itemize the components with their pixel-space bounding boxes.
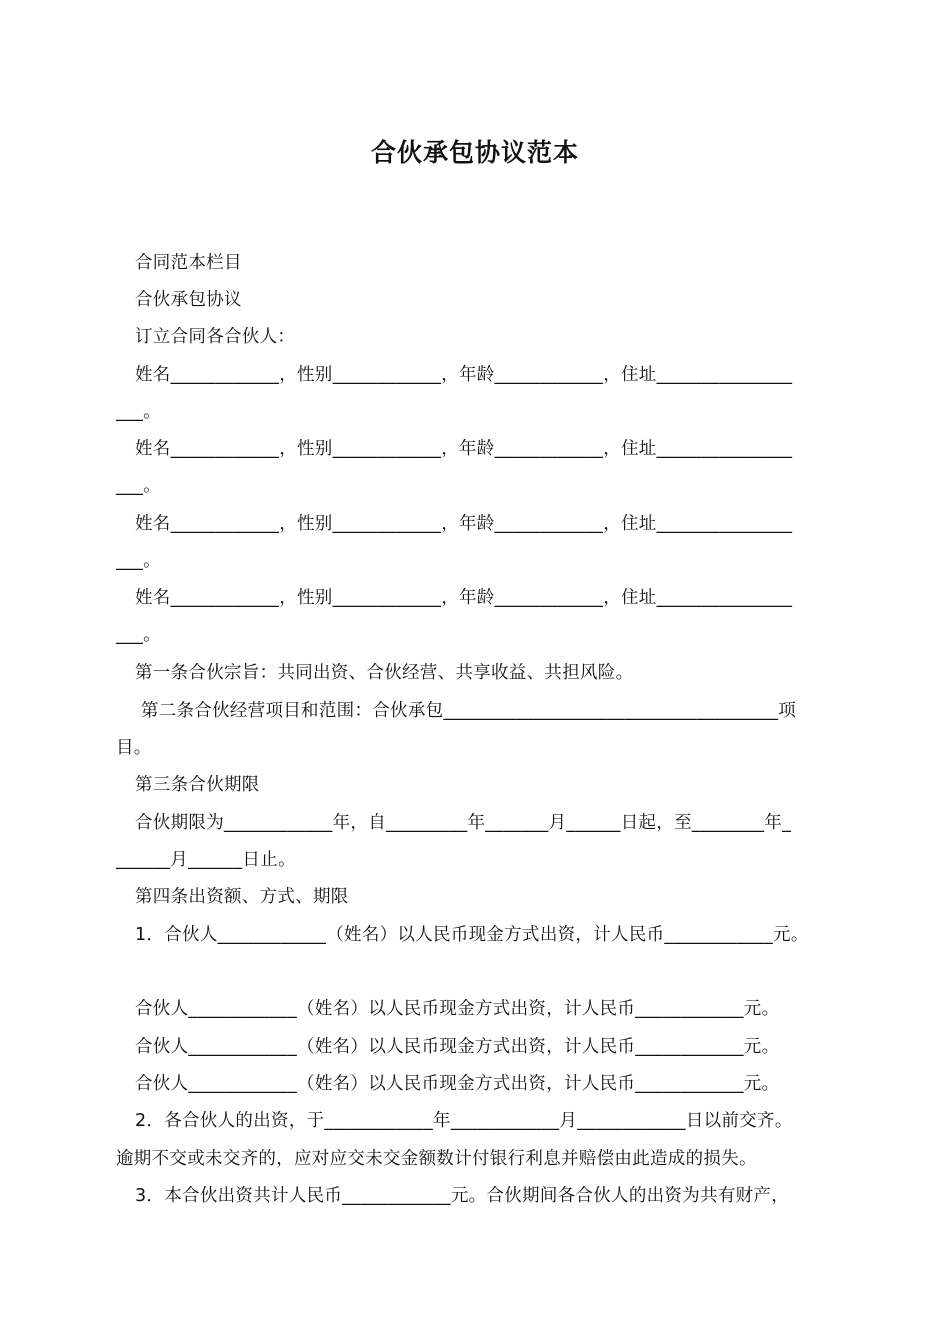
contribution-deadline: 2．各合伙人的出资，于____________年____________月____________日以前交齐。 [135, 1111, 793, 1131]
article-3-term-end: ______月______日止。 [116, 850, 296, 870]
contribution-line: 1．合伙人____________（姓名）以人民币现金方式出资，计人民币____________元。 [135, 925, 809, 945]
article-1: 第一条合伙宗旨：共同出资、合伙经营、共享收益、共担风险。 [135, 663, 634, 683]
partner-info-line-end: ___。 [116, 402, 161, 422]
partner-info-line-end: ___。 [116, 625, 161, 645]
document-title: 合伙承包协议范本 [370, 138, 579, 167]
partner-info-line-end: ___。 [116, 551, 161, 571]
contribution-line: 合伙人____________（姓名）以人民币现金方式出资，计人民币____________元。 [135, 1074, 780, 1094]
section-label: 合同范本栏目 [135, 253, 242, 273]
partner-info-line: 姓名____________，性别____________，年龄____________，住址_______________ [135, 588, 793, 608]
agreement-name: 合伙承包协议 [135, 290, 242, 310]
partner-info-line: 姓名____________，性别____________，年龄____________，住址_______________ [135, 514, 793, 534]
article-3-heading: 第三条合伙期限 [135, 775, 260, 795]
article-2-end: 目。 [116, 738, 152, 758]
contribution-penalty: 逾期不交或未交齐的，应对应交未交金额数计付银行利息并赔偿由此造成的损失。 [116, 1149, 757, 1169]
contribution-line: 合伙人____________（姓名）以人民币现金方式出资，计人民币____________元。 [135, 1037, 780, 1057]
article-4-heading: 第四条出资额、方式、期限 [135, 887, 349, 907]
total-contribution: 3．本合伙出资共计人民币____________元。合伙期间各合伙人的出资为共有财产， [135, 1186, 790, 1206]
contribution-line: 合伙人____________（姓名）以人民币现金方式出资，计人民币____________元。 [135, 999, 780, 1019]
article-3-term: 合伙期限为____________年，自_________年_______月______日起，至________年_ [135, 813, 792, 833]
partner-info-line: 姓名____________，性别____________，年龄____________，住址_______________ [135, 365, 793, 385]
parties-heading: 订立合同各合伙人： [135, 327, 296, 347]
article-2: 第二条合伙经营项目和范围：合伙承包_____________________________________项 [135, 701, 797, 721]
partner-info-line: 姓名____________，性别____________，年龄____________，住址_______________ [135, 439, 793, 459]
partner-info-line-end: ___。 [116, 476, 161, 496]
